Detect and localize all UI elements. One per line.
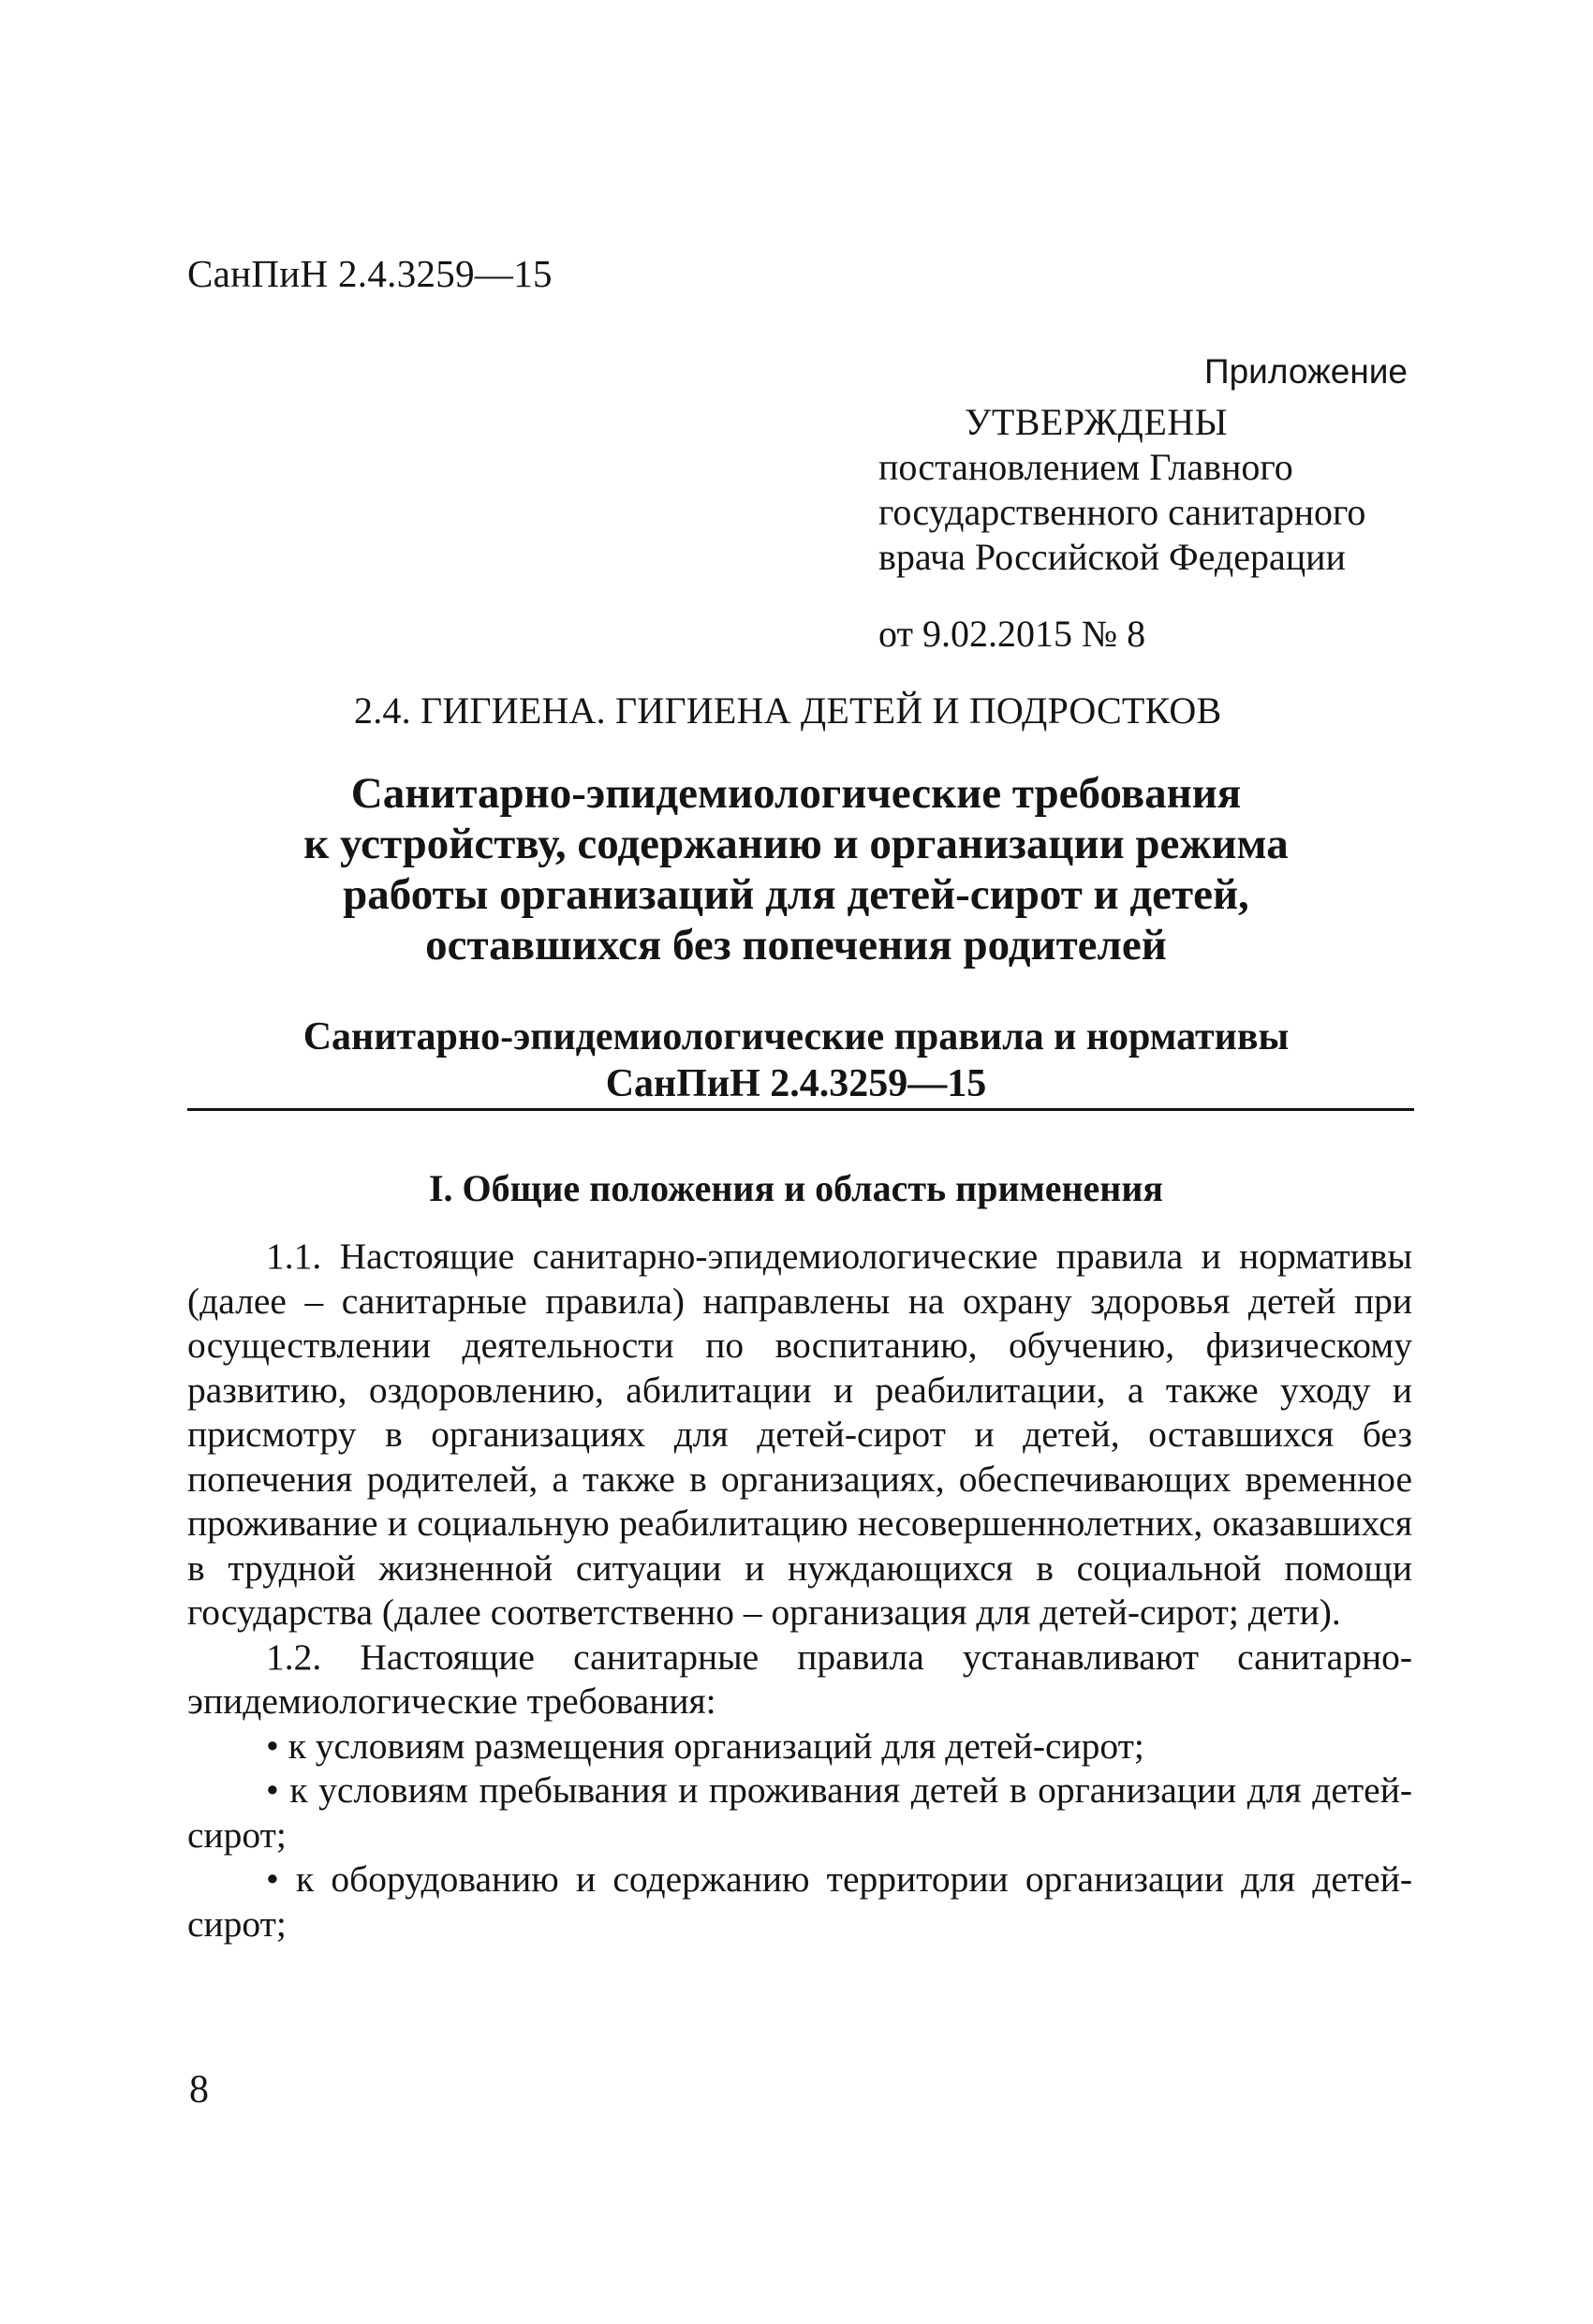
approved-label: УТВЕРЖДЕНЫ xyxy=(965,401,1229,443)
approval-block xyxy=(878,349,1459,657)
title-line: Санитарно-эпидемиологические требования xyxy=(350,769,1242,818)
approval-line: врача Российской Федерации xyxy=(878,536,1346,578)
document-subtitle xyxy=(187,1014,1405,1107)
approval-line: государственного санитарного xyxy=(878,491,1366,533)
title-line: к устройству, содержанию и организации режима xyxy=(303,820,1289,868)
section-code: 2.4. ГИГИЕНА. ГИГИЕНА ДЕТЕЙ И ПОДРОСТКОВ xyxy=(354,689,1222,732)
document-title xyxy=(187,768,1405,970)
appendix-label: Приложение xyxy=(1203,352,1408,391)
horizontal-rule xyxy=(187,1108,1414,1111)
running-head: СанПиН 2.4.3259—15 xyxy=(187,252,553,295)
paragraph-1-1: 1.1. Настоящие санитарно-эпидемиологические правила и нормативы (далее – санитарные правила) направлены на охрану здоровья детей при осуществлении деятельности по воспитанию, обучению, физическому развитию, оздоровлению, абилитации и реабилитации, а также уходу и присмотру в организациях для детей-сирот и детей, оставшихся без попечения родителей, а также в организациях, обеспечивающих временное проживание и социальную реабилитацию несовершеннолетних, оказавшихся в трудной жизненной ситуации и нуждающихся в социальной помощи государства (далее соответственно – организация для детей-сирот; дети). xyxy=(187,1236,1412,1633)
body-text xyxy=(187,1235,1412,1947)
subtitle-code: СанПиН 2.4.3259—15 xyxy=(605,1062,987,1105)
page-number: 8 xyxy=(189,2068,209,2111)
section-heading: I. Общие положения и область применения xyxy=(428,1167,1164,1209)
title-line: работы организаций для детей-сирот и детей, xyxy=(343,870,1249,919)
approval-line: постановлением Главного xyxy=(878,446,1293,488)
list-item: • к условиям размещения организаций для детей-сирот; xyxy=(266,1724,1144,1767)
approval-date: от 9.02.2015 № 8 xyxy=(878,613,1146,655)
subtitle-line: Санитарно-эпидемиологические правила и нормативы xyxy=(302,1015,1290,1058)
paragraph-1-2: 1.2. Настоящие санитарные правила устанавливают санитарно-эпидемиологические требования: xyxy=(187,1636,1412,1722)
list-item: • к условиям пребывания и проживания детей в организации для детей-сирот; xyxy=(187,1769,1412,1856)
title-line: оставшихся без попечения родителей xyxy=(425,921,1167,970)
list-item: • к оборудованию и содержанию территории организации для детей-сирот; xyxy=(187,1858,1412,1945)
